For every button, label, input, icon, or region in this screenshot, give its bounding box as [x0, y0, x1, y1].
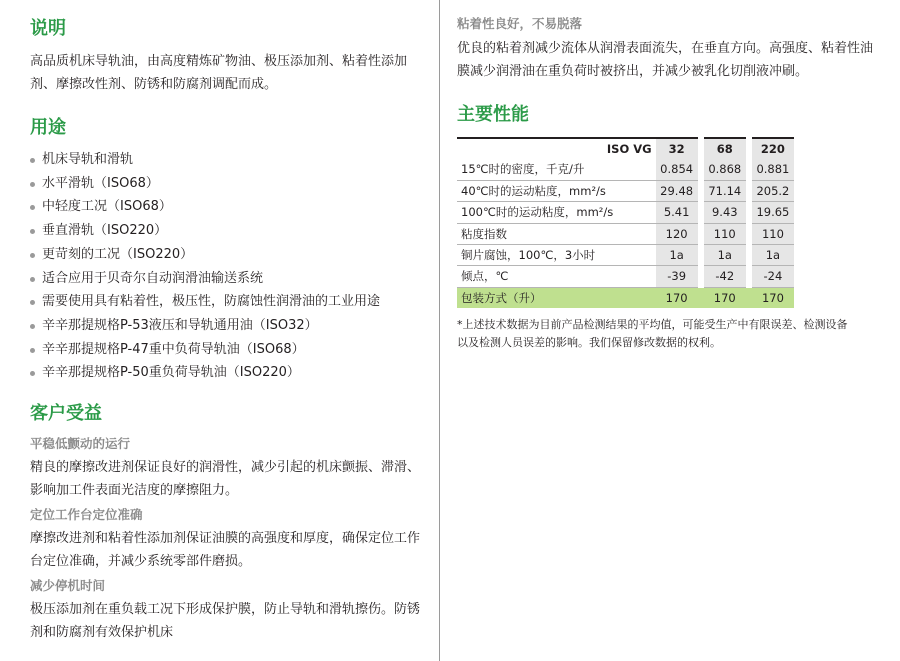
list-item: 垂直滑轨（ISO220）: [30, 219, 430, 243]
list-item: 适合应用于贝奇尔自动润滑油输送系统: [30, 267, 430, 291]
header-label: ISO VG: [457, 137, 656, 159]
cell: 110: [704, 224, 746, 245]
cell: 0.868: [704, 159, 746, 180]
table-row-packaging: [457, 288, 794, 308]
row-label: 铜片腐蚀，100℃，3小时: [457, 245, 656, 266]
adhesion-text: 优良的粘着剂减少流体从润滑表面流失，在垂直方向。高强度、粘着性油膜减少润滑油在重负荷时被挤出，并减少被乳化切削液冲刷。: [457, 41, 874, 79]
cell: -42: [704, 266, 746, 287]
row-label: 100℃时的运动粘度，mm²/s: [457, 202, 656, 223]
description-heading: 说明: [30, 18, 66, 39]
cell: 19.65: [752, 202, 794, 223]
header-grade: 68: [704, 137, 746, 159]
benefits-heading: 客户受益: [30, 403, 102, 425]
list-item: 需要使用具有粘着性，极压性，防腐蚀性润滑油的工业用途: [30, 290, 430, 314]
table-row: [457, 266, 794, 287]
performance-table: [457, 137, 794, 308]
table-row: [457, 224, 794, 245]
adhesion-title: 粘着性良好，不易脱落: [457, 16, 583, 31]
cell: 5.41: [656, 202, 698, 223]
benefit-1: [30, 434, 430, 502]
cell: 71.14: [704, 181, 746, 202]
left-column: [30, 0, 430, 644]
cell: 170: [656, 288, 698, 308]
right-column: [457, 0, 877, 352]
cell: 9.43: [704, 202, 746, 223]
table-header-row: [457, 137, 794, 159]
cell: 1a: [656, 245, 698, 266]
list-item: 更苛刻的工况（ISO220）: [30, 243, 430, 267]
table-row: [457, 245, 794, 266]
list-item: 水平滑轨（ISO68）: [30, 172, 430, 196]
table-row: [457, 159, 794, 180]
description-text: 高品质机床导轨油，由高度精炼矿物油、极压添加剂、粘着性添加剂、摩擦改性剂、防锈和防腐剂调配而成。: [30, 54, 408, 92]
performance-heading: 主要性能: [457, 104, 529, 125]
cell: 0.881: [752, 159, 794, 180]
benefit-title: 平稳低颤动的运行: [30, 436, 131, 452]
list-item: 机床导轨和滑轨: [30, 148, 430, 172]
uses-list: [30, 148, 430, 385]
footnote: *上述技术数据为目前产品检测结果的平均值，可能受生产中有限误差、检测设备以及检测人员误差的影响。我们保留修改数据的权利。: [457, 318, 848, 350]
cell: 110: [752, 224, 794, 245]
benefit-text: 精良的摩擦改进剂保证良好的润滑性，减少引起的机床颤振、滞滑、影响加工件表面光洁度的摩擦阻力。: [30, 460, 421, 499]
benefit-title: 定位工作台定位准确: [30, 507, 143, 523]
list-item: 辛辛那提规格P-53液压和导轨通用油（ISO32）: [30, 314, 430, 338]
benefit-text: 极压添加剂在重负载工况下形成保护膜，防止导轨和滑轨擦伤。防锈剂和防腐剂有效保护机床: [30, 602, 421, 641]
cell: 205.2: [752, 181, 794, 202]
benefit-text: 摩擦改进剂和粘着性添加剂保证油膜的高强度和厚度，确保定位工作台定位准确，并减少系统零部件磨损。: [30, 531, 421, 570]
cell: -24: [752, 266, 794, 287]
row-label: 倾点，℃: [457, 266, 656, 287]
cell: 1a: [752, 245, 794, 266]
benefit-title: 减少停机时间: [30, 578, 106, 594]
cell: 170: [752, 288, 794, 308]
cell: -39: [656, 266, 698, 287]
table-row: [457, 181, 794, 202]
benefit-3: [30, 576, 430, 644]
row-label: 15℃时的密度，千克/升: [457, 159, 656, 180]
header-grade: 220: [752, 137, 794, 159]
list-item: 辛辛那提规格P-47重中负荷导轨油（ISO68）: [30, 338, 430, 362]
row-label: 包装方式（升）: [457, 288, 656, 308]
cell: 0.854: [656, 159, 698, 180]
column-divider: [439, 0, 440, 661]
cell: 1a: [704, 245, 746, 266]
cell: 29.48: [656, 181, 698, 202]
list-item: 中轻度工况（ISO68）: [30, 195, 430, 219]
table-row: [457, 202, 794, 223]
header-grade: 32: [656, 137, 698, 159]
cell: 170: [704, 288, 746, 308]
list-item: 辛辛那提规格P-50重负荷导轨油（ISO220）: [30, 361, 430, 385]
benefit-2: [30, 505, 430, 573]
row-label: 粘度指数: [457, 224, 656, 245]
row-label: 40℃时的运动粘度，mm²/s: [457, 181, 656, 202]
uses-heading: 用途: [30, 117, 66, 138]
cell: 120: [656, 224, 698, 245]
